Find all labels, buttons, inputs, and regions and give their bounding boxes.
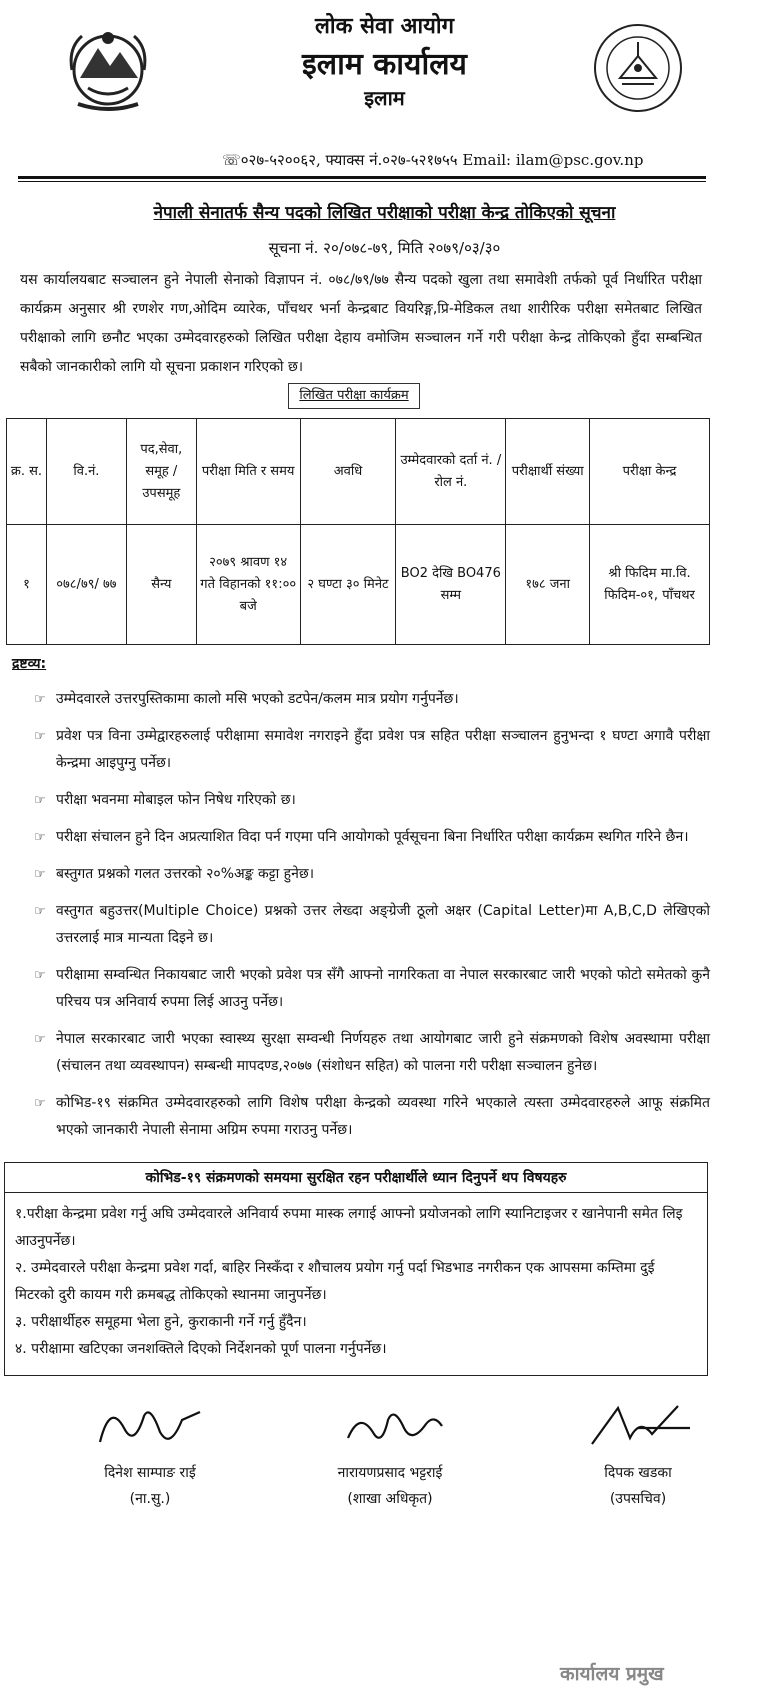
covid-guidelines-list [5,1193,707,1363]
pointing-hand-icon: ☞ [34,692,46,707]
signatory-designation: (शाखा अधिकृत) [347,1491,433,1507]
list-item [34,1090,710,1144]
col-header-date-time: परीक्षा मिति र समय [196,419,300,525]
list-item [34,1026,710,1080]
signatory-block [60,1398,240,1512]
contact-line: ☏०२७-५२००६२, फ्याक्स नं.०२७-५२१७५५ Email: ilam@psc.gov.np [222,151,644,169]
header-rule-thin [18,181,706,182]
list-item: १.परीक्षा केन्द्रमा प्रवेश गर्नु अघि उम्मेदवारले अनिवार्य रुपमा मास्क लगाई आफ्नो प्रयोजनको लागि स्यानिटाइजर र खानेपानी समेत लिइ आउनुपर्नेछ। [15,1206,683,1249]
col-header-duration: अवधि [300,419,396,525]
signatory-block [300,1398,480,1512]
schedule-title: लिखित परीक्षा कार्यक्रम [288,383,420,409]
cell-advt-no: ०७८/७९/ ७७ [46,525,126,645]
signature-icon [90,1398,210,1454]
list-item [34,686,710,713]
signature-icon [330,1398,450,1454]
list-item [34,824,710,851]
pointing-hand-icon: ☞ [34,867,46,882]
signatory-designation: (ना.सु.) [129,1491,171,1507]
cell-duration: २ घण्टा ३० मिनेट [300,525,396,645]
notes-label: द्रष्टव्य: [12,656,47,672]
notice-title-text: नेपाली सेनातर्फ सैन्य पदको लिखित परीक्षाको परीक्षा केन्द्र तोकिएको सूचना [153,203,616,223]
header-rule [18,176,706,179]
list-item: ३. परीक्षार्थीहरु समूहमा भेला हुने, कुराकानी गर्ने गर्नु हुँदैन। [15,1314,307,1330]
list-item: ४. परीक्षामा खटिएका जनशक्तिले दिएको निर्देशनको पूर्ण पालना गर्नुपर्नेछ। [15,1341,387,1357]
pointing-hand-icon: ☞ [34,793,46,808]
signatory-name: दिनेश साम्पाङ राई [104,1465,196,1481]
list-item [34,898,710,952]
table-header-row [7,419,710,525]
cell-date-time: २०७९ श्रावण १४ गते विहानको ११:०० बजे [196,525,300,645]
signature-icon [578,1398,698,1454]
cell-exam-center: श्री फिदिम मा.वि. फिदिम-०१, पाँचथर [590,525,710,645]
pointing-hand-icon: ☞ [34,729,46,744]
table-row [7,525,710,645]
note-text: उम्मेदवारले उत्तरपुस्तिकामा कालो मसि भएको डटपेन/कलम मात्र प्रयोग गर्नुपर्नेछ। [56,691,459,707]
pointing-hand-icon: ☞ [34,1032,46,1047]
cell-post: सैन्य [126,525,196,645]
note-text: बस्तुगत प्रश्नको गलत उत्तरको २०%अङ्क कट्टा हुनेछ। [56,866,314,882]
col-header-exam-center: परीक्षा केन्द्र [590,419,710,525]
note-text: प्रवेश पत्र विना उम्मेद्वारहरुलाई परीक्षामा समावेश नगराइने हुँदा प्रवेश पत्र सहित परीक्षा सञ्चालन हुनुभन्दा १ घण्टा अगावै परीक्षा केन्द्रमा आइपुग्नु पर्नेछ। [56,728,710,771]
list-item: २. उम्मेदवारले परीक्षा केन्द्रमा प्रवेश गर्दा, बाहिर निस्कँदा र शौचालय प्रयोग गर्नु पर्दा भिडभाड नगरीकन एक आपसमा कम्तिमा दुई मिटरको दुरी कायम गरी क्रमबद्ध तोकिएको स्थानमा जानुपर्नेछ। [15,1260,655,1303]
list-item [34,962,710,1016]
office-chief-stamp: कार्यालय प्रमुख [560,1663,664,1685]
signatory-name: दिपक खडका [604,1465,672,1481]
note-text: परीक्षा भवनमा मोबाइल फोन निषेध गरिएको छ। [56,792,296,808]
list-item [34,723,710,777]
note-text: परीक्षामा सम्वन्धित निकायबाट जारी भएको प्रवेश पत्र सँगै आफ्नो नागरिकता वा नेपाल सरकारबाट जारी भएको फोटो समेतको कुनै परिचय पत्र अनिवार्य रुपमा लिई आउनु पर्नेछ। [56,967,710,1010]
pointing-hand-icon: ☞ [34,830,46,845]
intro-paragraph: यस कार्यालयबाट सञ्चालन हुने नेपाली सेनाको विज्ञापन नं. ०७८/७९/७७ सैन्य पदको खुला तथा समावेशी तर्फको पूर्व निर्धारित परीक्षा कार्यक्रम अनुसार श्री रणशेर गण,ओदिम व्यारेक, पाँचथर भर्ना केन्द्रबाट वियरिङ्ग,प्रि-मेडिकल तथा शारीरिक परीक्षा समेतबाट लिखित परीक्षाको लागि छनौट भएका उम्मेदवारहरुको लिखित परीक्षा देहाय वमोजिम सञ्चालन गर्ने गरी परीक्षा केन्द्र तोकिएको हुँदा सम्बन्धित सबैको जानकारीको लागि यो सूचना प्रकाशन गरिएको छ। [20,272,702,375]
pointing-hand-icon: ☞ [34,968,46,983]
notes-list [34,686,710,1154]
office-city: इलाम [364,86,405,110]
signatory-designation: (उपसचिव) [609,1491,667,1507]
signatory-name: नारायणप्रसाद भट्टराई [337,1465,443,1481]
list-item [34,861,710,888]
notice-title [0,200,769,223]
pointing-hand-icon: ☞ [34,1096,46,1111]
cell-candidate-count: १७८ जना [506,525,590,645]
covid-guidelines-title: कोभिड-१९ संक्रमणको समयमा सुरक्षित रहन परीक्षार्थीले ध्यान दिनुपर्ने थप विषयहरु [5,1163,707,1193]
note-text: नेपाल सरकारबाट जारी भएका स्वास्थ्य सुरक्षा सम्वन्धी निर्णयहरु तथा आयोगबाट जारी हुने संक्रमणको विशेष अवस्थामा परीक्षा (संचालन तथा व्यवस्थापन) सम्बन्धी मापदण्ड,२०७७ (संशोधन सहित) को पालना गरी परीक्षा सञ्चालन हुनेछ। [56,1031,710,1074]
note-text: वस्तुगत बहुउत्तर(Multiple Choice) प्रश्नको उत्तर लेख्दा अङ्ग्रेजी ठूलो अक्षर (Capital Letter)मा A,B,C,D लेखिएको उत्तरलाई मात्र मान्यता दिइने छ। [56,903,710,946]
signatory-block [548,1398,728,1512]
cell-serial: १ [7,525,47,645]
col-header-advt-no: वि.नं. [46,419,126,525]
list-item [34,787,710,814]
col-header-candidate-count: परीक्षार्थी संख्या [506,419,590,525]
exam-schedule-table [6,418,710,645]
notice-number: सूचना नं. २०/०७८-७९, मिति २०७९/०३/३० [268,239,501,257]
note-text: परीक्षा संचालन हुने दिन अप्रत्याशित विदा पर्न गएमा पनि आयोगको पूर्वसूचना बिना निर्धारित परीक्षा कार्यक्रम स्थगित गरिने छैन। [56,829,689,845]
office-name: इलाम कार्यालय [302,47,467,82]
col-header-roll-no: उम्मेदवारको दर्ता नं. / रोल नं. [396,419,506,525]
note-text: कोभिड-१९ संक्रमित उम्मेदवारहरुको लागि विशेष परीक्षा केन्द्रको व्यवस्था गरिने भएकाले त्यस्ता उम्मेदवारहरुले आफू संक्रमित भएको जानकारी नेपाली सेनामा अग्रिम रुपमा गराउनु पर्नेछ। [56,1095,710,1138]
pointing-hand-icon: ☞ [34,904,46,919]
covid-guidelines-box [4,1162,708,1376]
col-header-serial: क्र. स. [7,419,47,525]
org-name: लोक सेवा आयोग [315,14,454,39]
cell-roll-no: BO2 देखि BO476 सम्म [396,525,506,645]
col-header-post: पद,सेवा, समूह / उपसमूह [126,419,196,525]
